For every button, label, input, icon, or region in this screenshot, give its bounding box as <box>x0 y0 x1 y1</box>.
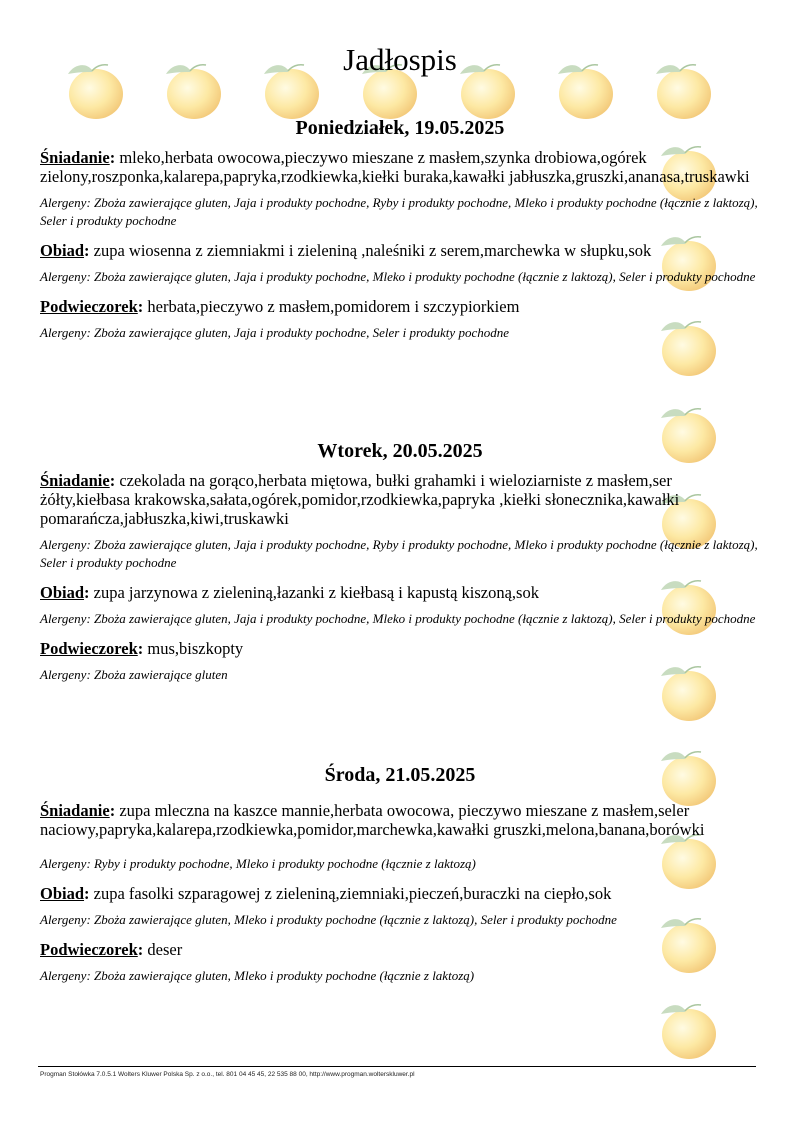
meal-label: Obiad <box>40 884 85 903</box>
meal-text: herbata,pieczywo z masłem,pomidorem i szczypiorkiem <box>147 297 520 316</box>
meal-lunch: Obiad: zupa fasolki szparagowej z zieleniną,ziemniaki,pieczeń,buraczki na ciepło,sok <box>40 884 612 903</box>
meal-text: zupa mleczna na kaszce mannie,herbata owocowa, pieczywo mieszane z masłem,seler naciowy,papryka,kalarepa,rzodkiewka,pomidor,marchewka,kawałki gruszki,melona,banana,borówki <box>40 801 705 839</box>
meal-label: Obiad <box>40 583 85 602</box>
day-section <box>40 116 760 342</box>
meal-breakfast: Śniadanie: mleko,herbata owocowa,pieczywo mieszane z masłem,szynka drobiowa,ogórek zielony,roszponka,kalarepa,papryka,rzodkiewka,kiełki buraka,kawałki jabłuszka,gruszki,ananasa,truskawki <box>40 148 750 186</box>
day-heading: Wtorek, 20.05.2025 <box>317 440 483 462</box>
day-heading: Środa, 21.05.2025 <box>324 764 476 786</box>
meal-snack: Podwieczorek: deser <box>40 940 183 959</box>
page-title: Jadłospis <box>343 42 457 77</box>
meal-label: Podwieczorek <box>40 639 138 658</box>
meal-text: mus,biszkopty <box>147 639 244 658</box>
day-heading: Poniedziałek, 19.05.2025 <box>295 117 505 139</box>
meal-breakfast: Śniadanie: zupa mleczna na kaszce mannie,herbata owocowa, pieczywo mieszane z masłem,seler naciowy,papryka,kalarepa,rzodkiewka,pomidor,marchewka,kawałki gruszki,melona,banana,borówki <box>40 801 705 839</box>
meal-lunch: Obiad: zupa wiosenna z ziemniakmi i zieleniną ,naleśniki z serem,marchewka w słupku,sok <box>40 241 652 260</box>
meal-text: zupa fasolki szparagowej z zieleniną,ziemniaki,pieczeń,buraczki na ciepło,sok <box>93 884 612 903</box>
allergens-text: Alergeny: Zboża zawierające gluten, Jaja i produkty pochodne, Seler i produkty pochodne <box>40 325 509 340</box>
allergens-text: Alergeny: Zboża zawierające gluten, Jaja i produkty pochodne, Mleko i produkty pochodne (łącznie z laktozą), Seler i produkty pochodne <box>40 611 756 626</box>
meal-text: zupa jarzynowa z zieleniną,łazanki z kiełbasą i kapustą kiszoną,sok <box>93 583 539 602</box>
meal-snack: Podwieczorek: mus,biszkopty <box>40 639 244 658</box>
day-section <box>40 763 760 985</box>
allergens-text: Alergeny: Zboża zawierające gluten, Jaja i produkty pochodne, Ryby i produkty pochodne, Mleko i produkty pochodne (łącznie z laktozą), Seler i produkty pochodne <box>40 537 758 570</box>
allergens-text: Alergeny: Zboża zawierające gluten, Mleko i produkty pochodne (łącznie z laktozą) <box>40 968 475 983</box>
meal-label: Obiad <box>40 241 85 260</box>
footer-divider <box>38 1066 756 1067</box>
meal-text: mleko,herbata owocowa,pieczywo mieszane z masłem,szynka drobiowa,ogórek zielony,roszponka,kalarepa,papryka,rzodkiewka,kiełki buraka,kawałki jabłuszka,gruszki,ananasa,truskawki <box>40 148 750 186</box>
meal-text: zupa wiosenna z ziemniakmi i zieleniną ,naleśniki z serem,marchewka w słupku,sok <box>93 241 652 260</box>
meal-label: Podwieczorek <box>40 297 138 316</box>
allergens-text: Alergeny: Zboża zawierające gluten, Jaja i produkty pochodne, Mleko i produkty pochodne (łącznie z laktozą), Seler i produkty pochodne <box>40 269 756 284</box>
footer-text: Progman Stołówka 7.0.5.1 Wolters Kluwer Polska Sp. z o.o., tel. 801 04 45 45, 22 535 88 00, http://www.progman.wolterskluwer.pl <box>40 1071 415 1078</box>
meal-text: deser <box>147 940 183 959</box>
meal-label: Śniadanie <box>40 148 110 167</box>
meal-label: Podwieczorek <box>40 940 138 959</box>
fruit-decoration-icon <box>655 998 719 1060</box>
allergens-text: Alergeny: Zboża zawierające gluten <box>40 667 228 682</box>
meal-text: czekolada na gorąco,herbata miętowa, bułki grahamki i wieloziarniste z masłem,ser żółty,kiełbasa krakowska,sałata,ogórek,pomidor,rzodkiewka,papryka ,kiełki słonecznika,kawałki pomarańcza,jabłuszka,kiwi,truskawki <box>40 471 680 528</box>
meal-label: Śniadanie <box>40 801 110 820</box>
allergens-text: Alergeny: Zboża zawierające gluten, Mleko i produkty pochodne (łącznie z laktozą), Seler i produkty pochodne <box>40 912 617 927</box>
allergens-text: Alergeny: Zboża zawierające gluten, Jaja i produkty pochodne, Ryby i produkty pochodne, Mleko i produkty pochodne (łącznie z laktozą), Seler i produkty pochodne <box>40 195 758 228</box>
meal-snack: Podwieczorek: herbata,pieczywo z masłem,pomidorem i szczypiorkiem <box>40 297 520 316</box>
day-section <box>40 439 760 684</box>
meal-label: Śniadanie <box>40 471 110 490</box>
allergens-text: Alergeny: Ryby i produkty pochodne, Mleko i produkty pochodne (łącznie z laktozą) <box>40 856 476 871</box>
meal-breakfast: Śniadanie: czekolada na gorąco,herbata miętowa, bułki grahamki i wieloziarniste z masłem,ser żółty,kiełbasa krakowska,sałata,ogórek,pomidor,rzodkiewka,papryka ,kiełki słonecznika,kawałki pomarańcza,jabłuszka,kiwi,truskawki <box>40 471 680 528</box>
meal-lunch: Obiad: zupa jarzynowa z zieleniną,łazanki z kiełbasą i kapustą kiszoną,sok <box>40 583 539 602</box>
